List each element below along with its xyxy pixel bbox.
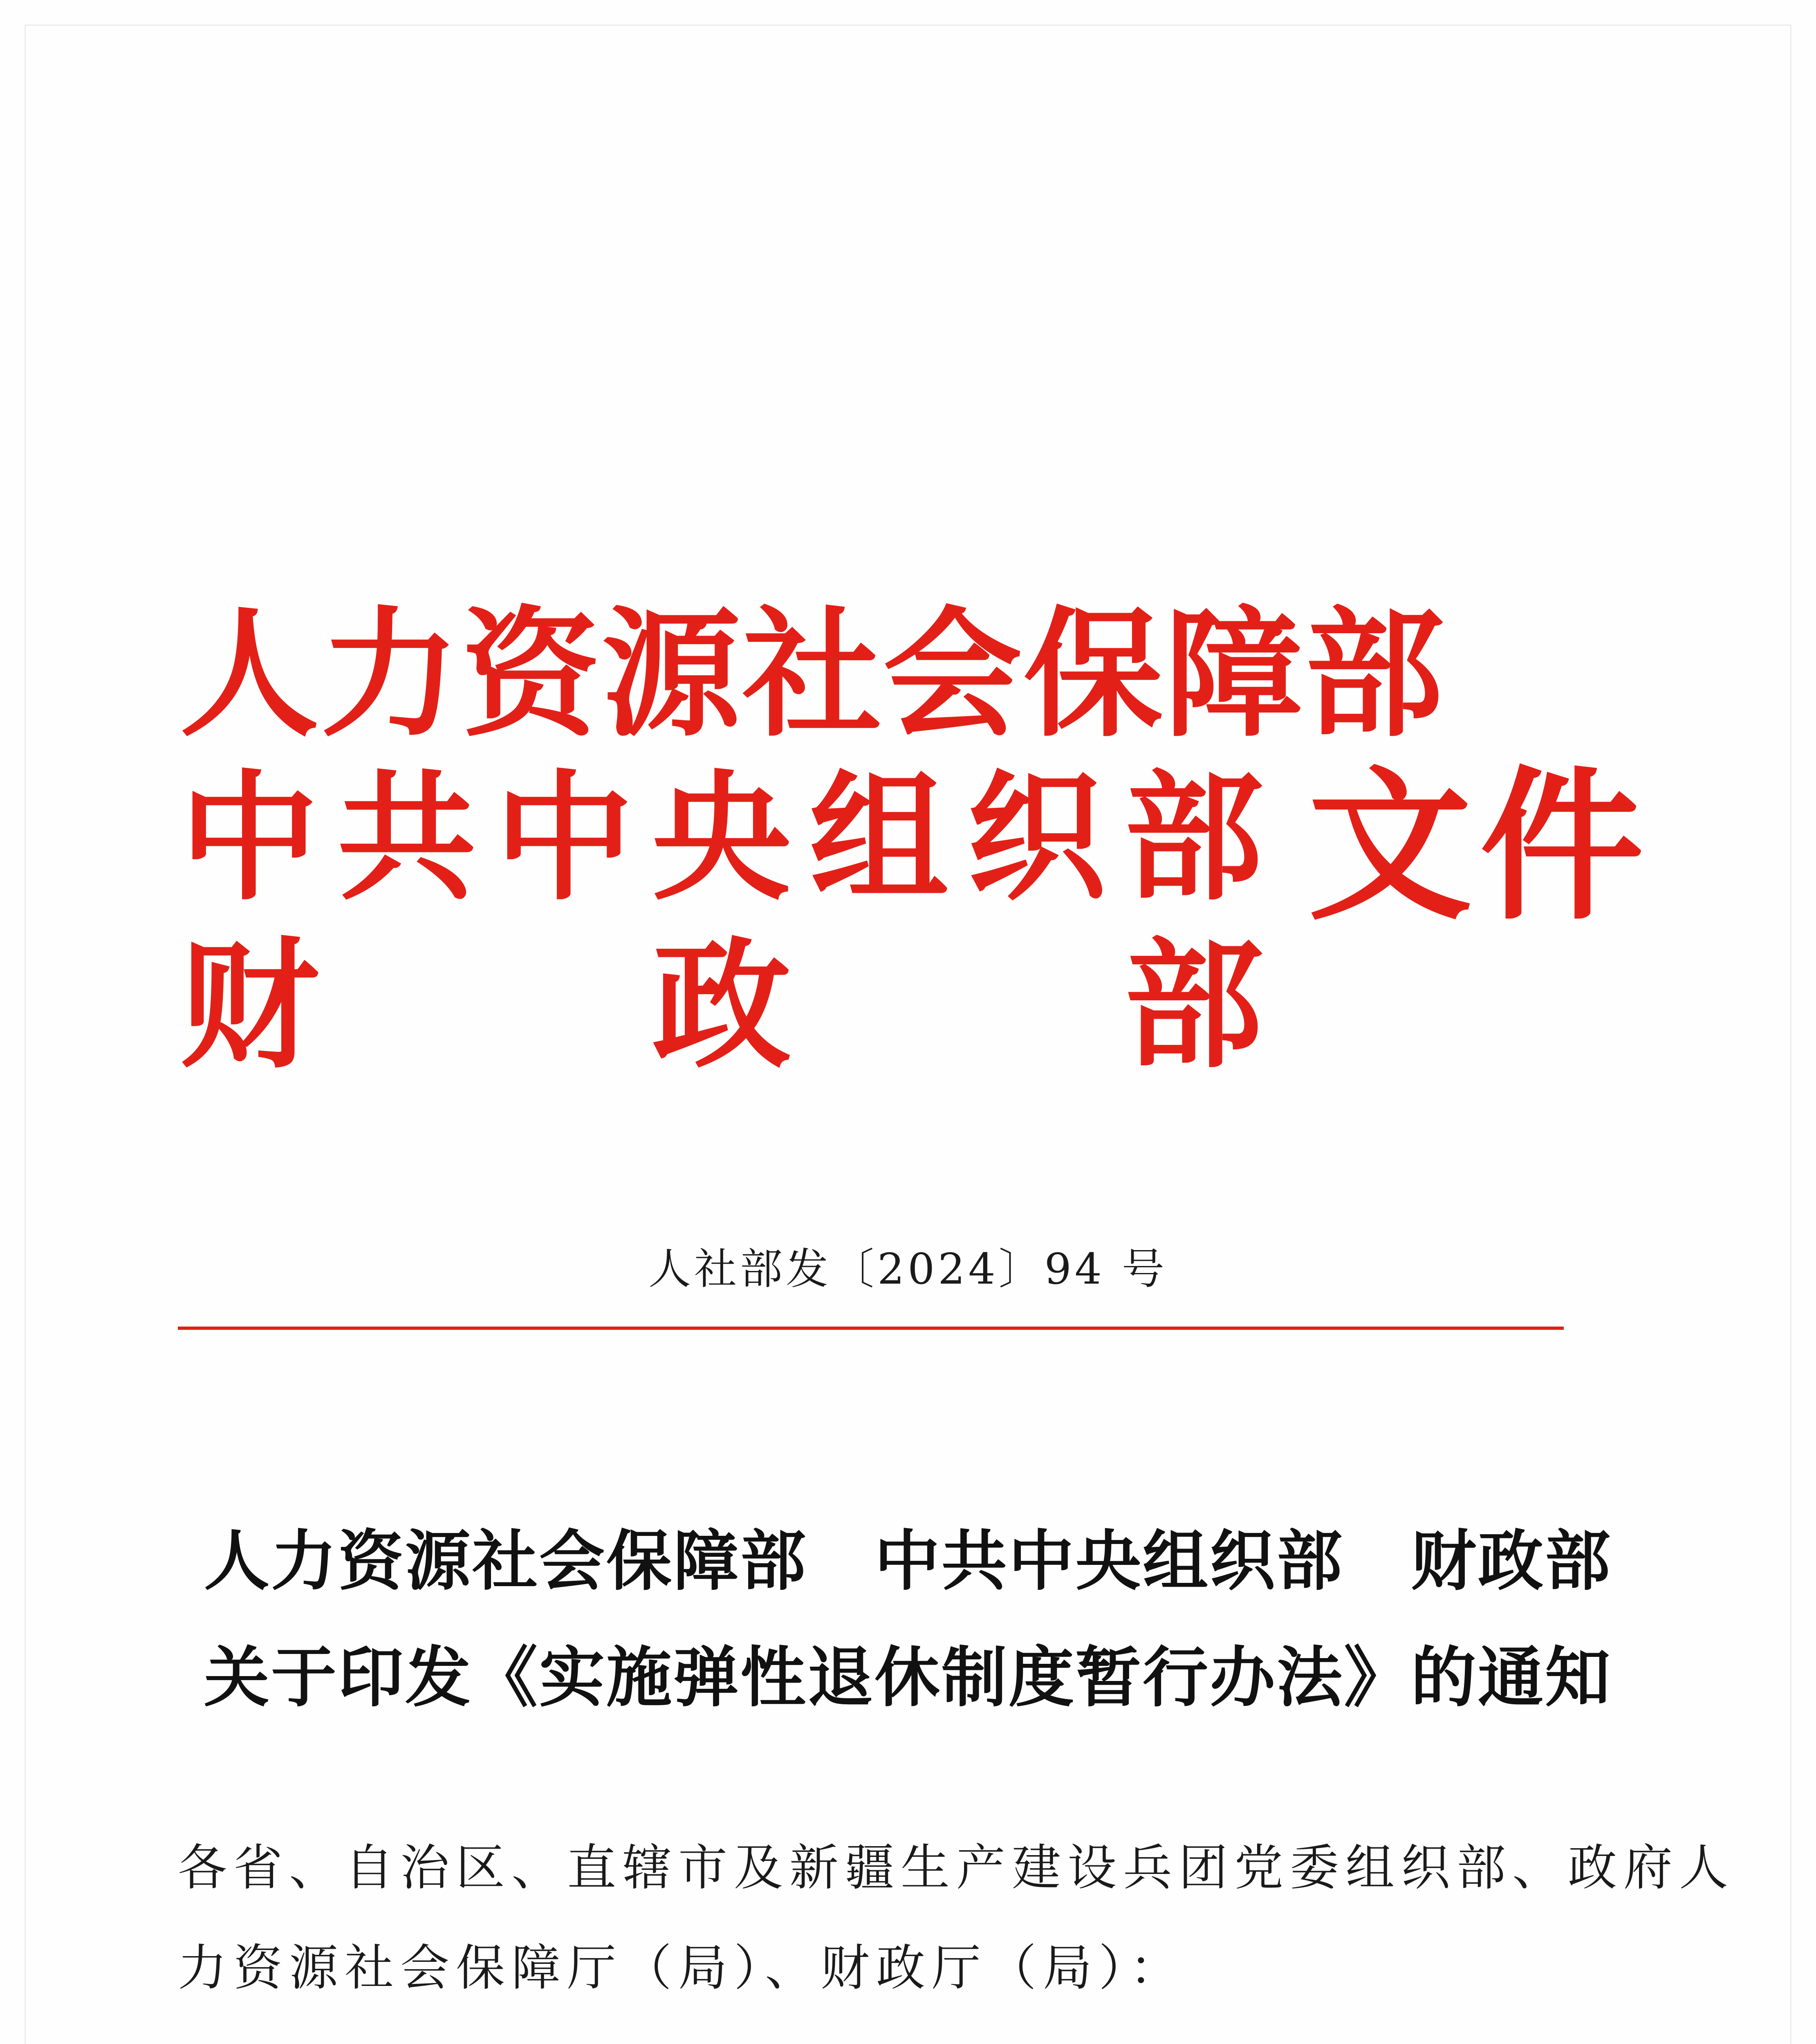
masthead-issuer-3 [180, 924, 1488, 1091]
masthead-issuer-2-char: 央 [652, 756, 791, 919]
masthead-issuer-2-char: 部 [1124, 756, 1263, 919]
addressee-line-1: 各省、自治区、直辖市及新疆生产建设兵团党委组织部、政府人 [178, 1840, 1735, 1896]
masthead-issuer-2-char: 织 [967, 756, 1106, 919]
masthead-issuer-1 [180, 593, 1488, 760]
masthead-issuer-2-char: 组 [809, 756, 948, 919]
document-number: 人社部发〔2024〕94 号 [648, 1244, 1168, 1294]
masthead-document-label: 文件 [1308, 750, 1652, 942]
addressee-line-2: 力资源社会保障厅（局）、财政厅（局）： [178, 1940, 1185, 1997]
notice-title-line-2: 关于印发《实施弹性退休制度暂行办法》的通知 [204, 1639, 1612, 1716]
masthead-issuer-2-char: 中 [180, 756, 319, 919]
masthead-issuer-3-char: 政 [652, 924, 791, 1087]
masthead-issuer-2-char: 共 [337, 756, 476, 919]
masthead-issuer-1-text: 人力资源社会保障部 [180, 593, 1446, 756]
masthead-issuer-3-char: 财 [180, 924, 319, 1087]
red-separator-line [178, 1327, 1564, 1330]
masthead-issuer-3-char: 部 [1124, 924, 1263, 1087]
masthead-issuer-2-char: 中 [495, 756, 634, 919]
notice-title-line-1: 人力资源社会保障部 中共中央组织部 财政部 [204, 1522, 1612, 1599]
